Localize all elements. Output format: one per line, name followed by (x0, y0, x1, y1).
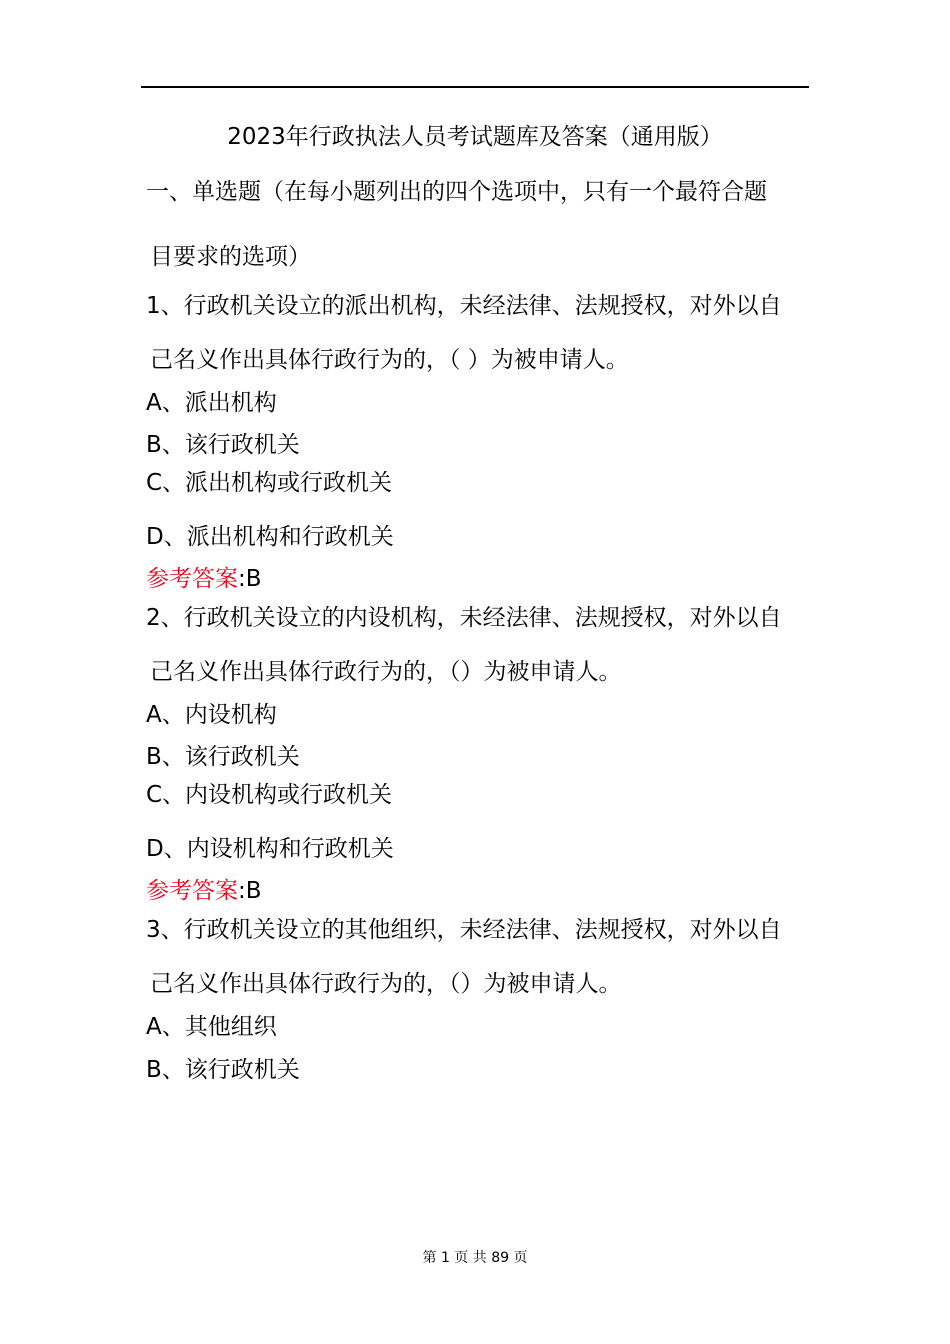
section-heading-cont: 目要求的选项） (150, 244, 311, 270)
question-1-answer (146, 564, 262, 594)
question-1-stem-cont: 己名义作出具体行政行为的，（ ）为被申请人。 (150, 347, 629, 373)
answer-value: :B (238, 566, 262, 592)
document-title: 2023年行政执法人员考试题库及答案（通用版） (227, 124, 723, 150)
question-1-option-d: D、派出机构和行政机关 (146, 524, 394, 550)
question-3-option-a: A、其他组织 (146, 1014, 277, 1040)
answer-label: 参考答案 (146, 878, 238, 904)
question-3-stem: 3、行政机关设立的其他组织，未经法律、法规授权，对外以自 (146, 917, 782, 943)
question-2-answer (146, 876, 262, 906)
question-1-option-c: C、派出机构或行政机关 (146, 470, 393, 496)
header-rule (141, 86, 809, 88)
question-1-stem: 1、行政机关设立的派出机构，未经法律、法规授权，对外以自 (146, 293, 782, 319)
question-2-stem-cont: 己名义作出具体行政行为的，（）为被申请人。 (150, 659, 622, 685)
page-footer: 第 1 页 共 89 页 (422, 1250, 528, 1266)
question-2-option-d: D、内设机构和行政机关 (146, 836, 394, 862)
question-1-option-b: B、该行政机关 (146, 432, 300, 458)
question-3-option-b: B、该行政机关 (146, 1057, 300, 1083)
question-2-option-c: C、内设机构或行政机关 (146, 782, 393, 808)
answer-value: :B (238, 878, 262, 904)
answer-label: 参考答案 (146, 566, 238, 592)
question-2-option-a: A、内设机构 (146, 702, 277, 728)
question-2-option-b: B、该行政机关 (146, 744, 300, 770)
question-1-option-a: A、派出机构 (146, 390, 277, 416)
section-heading: 一、单选题（在每小题列出的四个选项中，只有一个最符合题 (146, 179, 767, 205)
question-3-stem-cont: 己名义作出具体行政行为的，（）为被申请人。 (150, 971, 622, 997)
question-2-stem: 2、行政机关设立的内设机构，未经法律、法规授权，对外以自 (146, 605, 782, 631)
